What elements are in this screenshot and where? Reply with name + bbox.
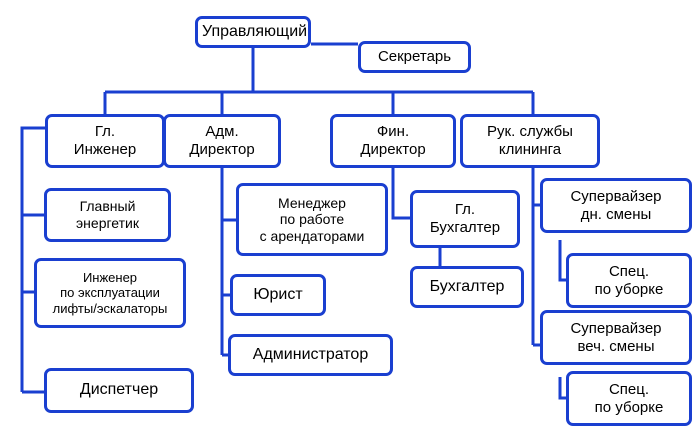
node-cleaner-day-label: Спец. по уборке [594, 262, 664, 298]
node-fin-director-label: Фин. Директор [360, 123, 426, 158]
node-lift-engineer-label: Инженер по эксплуатации лифты/эскалаторы [52, 270, 168, 316]
node-supervisor-day-label: Супервайзер дн. смены [570, 187, 662, 223]
node-accountant-label: Бухгалтер [429, 277, 505, 295]
node-chief-engineer-label: Гл. Инженер [73, 123, 137, 158]
node-secretary[interactable] [358, 41, 471, 73]
node-secretary-label: Секретарь [377, 48, 452, 66]
node-chief-engineer[interactable] [45, 114, 165, 168]
node-chief-power-label: Главный энергетик [76, 198, 139, 231]
node-dispatcher-label: Диспетчер [79, 381, 159, 399]
node-administrator[interactable] [228, 334, 393, 376]
node-dispatcher[interactable] [44, 368, 194, 413]
node-supervisor-evening[interactable] [540, 310, 692, 365]
node-chief-power[interactable] [44, 188, 171, 242]
node-cleaner-evening[interactable] [566, 371, 692, 426]
node-supervisor-evening-label: Супервайзер веч. смены [570, 319, 662, 355]
node-admin-director[interactable] [163, 114, 281, 168]
node-lawyer[interactable] [230, 274, 326, 316]
node-fin-director[interactable] [330, 114, 456, 168]
node-accountant[interactable] [410, 266, 524, 308]
node-tenant-manager-label: Менеджер по работе с арендаторами [259, 194, 365, 244]
node-cleaner-day[interactable] [566, 253, 692, 308]
node-cleaning-head-label: Рук. службы клининга [487, 123, 573, 158]
node-supervisor-day[interactable] [540, 178, 692, 233]
node-lawyer-label: Юрист [253, 285, 303, 303]
node-administrator-label: Администратор [252, 345, 369, 363]
node-chief-accountant[interactable] [410, 190, 520, 248]
node-manager[interactable] [195, 16, 311, 48]
node-cleaning-head[interactable] [460, 114, 600, 168]
node-lift-engineer[interactable] [34, 258, 186, 328]
node-chief-accountant-label: Гл. Бухгалтер [429, 201, 501, 236]
node-manager-label: Управляющий [202, 22, 308, 40]
node-tenant-manager[interactable] [236, 183, 388, 256]
node-admin-director-label: Адм. Директор [189, 123, 255, 158]
node-cleaner-evening-label: Спец. по уборке [594, 380, 664, 416]
